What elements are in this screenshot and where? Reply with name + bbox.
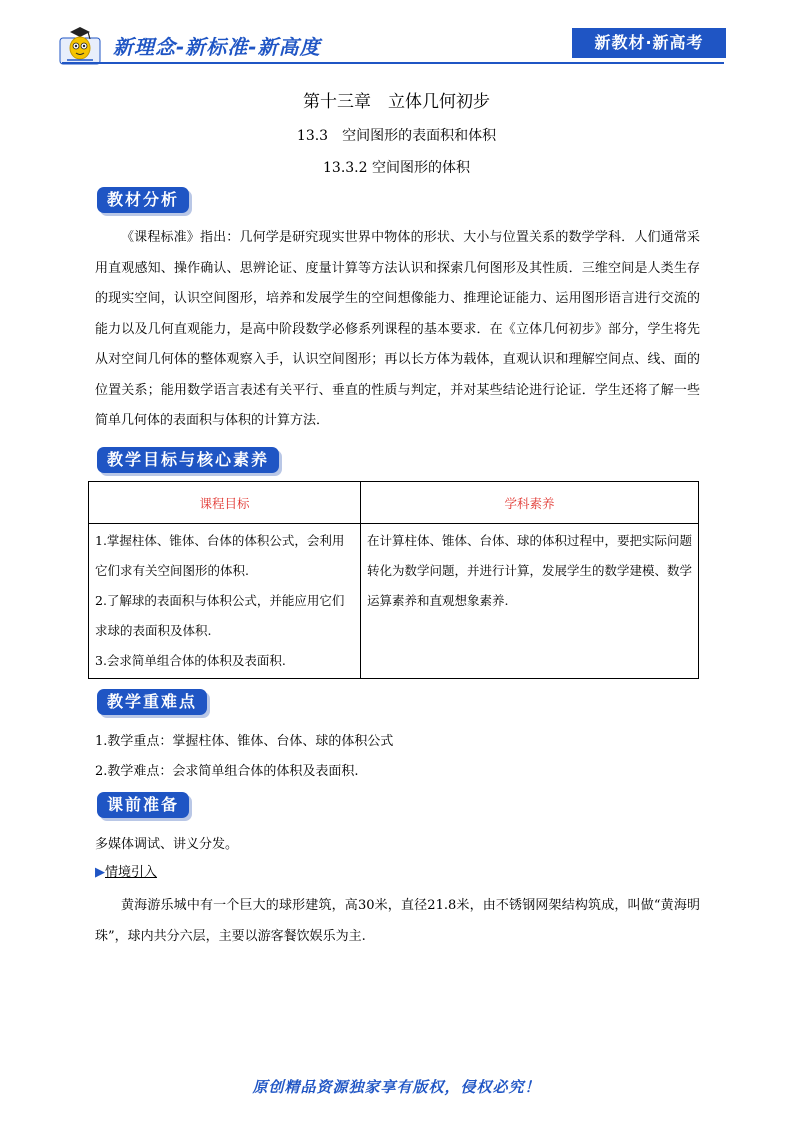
key-point-2: 2.教学难点：会求简单组合体的体积及表面积. — [95, 764, 359, 779]
course-goals-cell — [89, 524, 361, 679]
subsection-title: 13.3.2 空间图形的体积 — [323, 160, 470, 176]
play-triangle-icon: ▶ — [95, 865, 105, 880]
scenario-intro-heading — [95, 861, 157, 880]
preparation-text: 多媒体调试、讲义分发。 — [95, 837, 239, 852]
goal-item-2: 2.了解球的表面积与体积公式，并能应用它们求球的表面积及体积. — [95, 593, 345, 638]
keypoints-section-label: 教学重难点 — [97, 689, 207, 715]
page-header — [0, 0, 793, 70]
chapter-title: 第十三章 立体几何初步 — [303, 92, 490, 112]
goals-section-label: 教学目标与核心素养 — [97, 447, 279, 473]
header-divider — [62, 62, 724, 64]
key-point-1: 1.教学重点：掌握柱体、锥体、台体、球的体积公式 — [95, 734, 394, 749]
section-title: 13.3 空间图形的表面积和体积 — [296, 128, 497, 144]
goal-item-3: 3.会求简单组合体的体积及表面积. — [95, 653, 286, 668]
goals-table — [88, 481, 699, 679]
goals-table-row — [89, 524, 699, 679]
preparation-section-label: 课前准备 — [97, 792, 189, 818]
scenario-paragraph: 黄海游乐城中有一个巨大的球形建筑，高30米，直径21.8米，由不锈钢网架结构筑成，叫做“黄海明珠”，球内共分六层，主要以游客餐饮娱乐为主. — [95, 898, 700, 944]
brand-badge: 新教材·新高考 — [572, 28, 726, 58]
goals-table-header-row — [89, 482, 699, 524]
col-competency-header: 学科素养 — [361, 482, 699, 524]
scenario-intro-label: 情境引入 — [105, 865, 158, 880]
col-course-goals-header: 课程目标 — [89, 482, 361, 524]
header-slogan: 新理念-新标准-新高度 — [113, 35, 321, 59]
copyright-footer: 原创精品资源独家享有版权，侵权必究！ — [252, 1078, 541, 1096]
goal-item-1: 1.掌握柱体、锥体、台体的体积公式，会利用它们求有关空间图形的体积. — [95, 533, 345, 578]
analysis-section-label: 教材分析 — [97, 187, 189, 213]
analysis-paragraph: 《课程标准》指出：几何学是研究现实世界中物体的形状、大小与位置关系的数学学科．人们通常采用直观感知、操作确认、思辨论证、度量计算等方法认识和探索几何图形及其性质．三维空间是人类生存的现实空间，认识空间图形，培养和发展学生的空间想像能力、推理论证能力、运用图形语言进行交流的能力以及几何直观能力，是高中阶段数学必修系列课程的基本要求．在《立体几何初步》部分，学生将先从对空间几何体的整体观察入手，认识空间图形；再以长方体为载体，直观认识和理解空间点、线、面的位置关系；能用数学语言表述有关平行、垂直的性质与判定，并对某些结论进行论证．学生还将了解一些简单几何体的表面积与体积的计算方法． — [95, 230, 700, 428]
competency-cell: 在计算柱体、锥体、台体、球的体积过程中，要把实际问题转化为数学问题，并进行计算，发展学生的数学建模、数学运算素养和直观想象素养. — [361, 524, 699, 679]
